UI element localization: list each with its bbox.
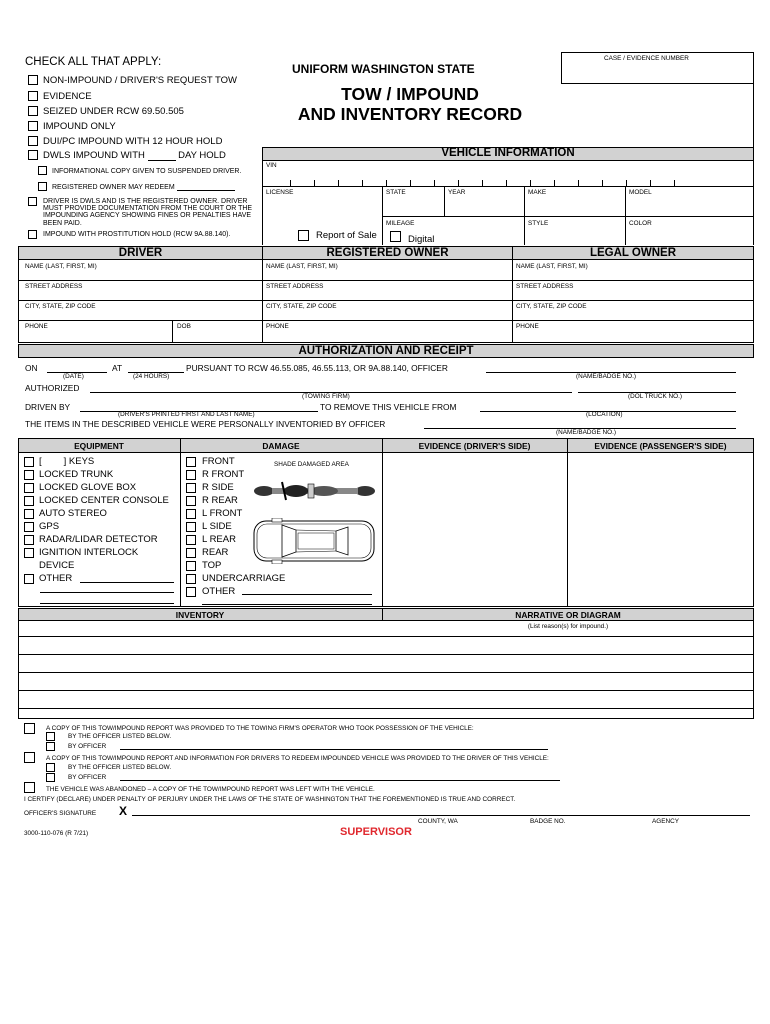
check-label: NON-IMPOUND / DRIVER'S REQUEST TOW	[43, 75, 237, 86]
checkbox-informational[interactable]	[38, 166, 47, 175]
checkbox-prostitution[interactable]	[28, 230, 37, 239]
equip-label: LOCKED TRUNK	[39, 469, 114, 480]
checkbox-dmg-r-rear[interactable]	[186, 496, 196, 506]
lo-city-label: CITY, STATE, ZIP CODE	[516, 303, 587, 310]
narrative-title: NARRATIVE OR DIAGRAM	[515, 610, 621, 620]
make-label: MAKE	[528, 189, 547, 196]
checkbox-radar[interactable]	[24, 535, 34, 545]
other-field-3[interactable]	[40, 603, 174, 604]
signature-field[interactable]	[132, 815, 750, 816]
damage-label: R SIDE	[202, 482, 234, 493]
damage-label: FRONT	[202, 456, 235, 467]
checkbox-copy-driver[interactable]	[24, 752, 35, 763]
checkbox-dmg-r-side[interactable]	[186, 483, 196, 493]
checkbox-glove-box[interactable]	[24, 483, 34, 493]
checkbox-ro-redeem[interactable]	[38, 182, 47, 191]
by-officer-listed-1: BY THE OFFICER LISTED BELOW.	[68, 733, 172, 740]
year-label: YEAR	[448, 189, 466, 196]
damage-label: L FRONT	[202, 508, 243, 519]
hours-caption: (24 HOURS)	[133, 373, 170, 380]
car-diagram-icon[interactable]	[252, 518, 378, 564]
checkbox-dmg-front[interactable]	[186, 457, 196, 467]
checkbox-dmg-l-front[interactable]	[186, 509, 196, 519]
equip-label: IGNITION INTERLOCK	[39, 547, 139, 558]
checkbox-dui[interactable]	[28, 136, 38, 146]
checkbox-digital[interactable]	[390, 231, 401, 242]
checks-title: CHECK ALL THAT APPLY:	[25, 56, 162, 68]
registered-owner-title: REGISTERED OWNER	[326, 247, 449, 259]
damage-label: R REAR	[202, 495, 238, 506]
checkbox-dmg-undercarriage[interactable]	[186, 574, 196, 584]
equipment-header: EQUIPMENT	[74, 441, 124, 451]
motorcycle-diagram-icon[interactable]	[252, 480, 378, 502]
style-label: STYLE	[528, 220, 549, 227]
driver-title: DRIVER	[118, 247, 163, 259]
days-field[interactable]	[148, 160, 176, 161]
reasons-caption: (List reason(s) for impound.)	[527, 623, 609, 630]
checkbox-impound-only[interactable]	[28, 121, 38, 131]
signature-label: OFFICER'S SIGNATURE	[24, 810, 97, 817]
damage-label: OTHER	[202, 586, 236, 597]
checkbox-report-of-sale[interactable]	[298, 230, 309, 241]
name-badge-caption-2: (NAME/BADGE NO.)	[556, 429, 617, 436]
agency-label: AGENCY	[652, 818, 679, 825]
ro-street-label: STREET ADDRESS	[266, 283, 324, 290]
damage-header: DAMAGE	[262, 441, 300, 451]
checkbox-copy2-officer[interactable]	[46, 773, 55, 782]
vehicle-title: VEHICLE INFORMATION	[441, 147, 575, 159]
form-number: 3000-110-076 (R 7/21)	[24, 830, 89, 837]
color-label: COLOR	[629, 220, 652, 227]
supervisor-label: SUPERVISOR	[340, 826, 412, 838]
at-label: AT	[112, 363, 123, 373]
checkbox-dmg-rear[interactable]	[186, 548, 196, 558]
signature-x: X	[119, 804, 128, 818]
on-label: ON	[25, 363, 38, 373]
driver-phone-label: PHONE	[25, 323, 48, 330]
checkbox-evidence[interactable]	[28, 91, 38, 101]
by-officer-2: BY OFFICER	[68, 774, 107, 781]
name-badge-caption: (NAME/BADGE NO.)	[576, 373, 637, 380]
form-title-2: AND INVENTORY RECORD	[297, 104, 523, 124]
sub-label: IMPOUND WITH PROSTITUTION HOLD (RCW 9A.88.140).	[43, 231, 231, 238]
evidence-passenger-header: EVIDENCE (PASSENGER'S SIDE)	[594, 441, 727, 451]
checkbox-keys[interactable]	[24, 457, 34, 467]
equip-label: RADAR/LIDAR DETECTOR	[39, 534, 158, 545]
checkbox-copy1-officer[interactable]	[46, 742, 55, 751]
copy2-label: A COPY OF THIS TOW/IMPOUND REPORT AND INFORMATION FOR DRIVERS TO REDEEM IMPOUNDED VEHICLE WAS PROVIDED TO THE DRIVER OF THIS VEHICLE:	[46, 755, 549, 762]
form-title-1: TOW / IMPOUND	[341, 84, 479, 104]
date-caption: (DATE)	[63, 373, 84, 380]
auth-title: AUTHORIZATION AND RECEIPT	[298, 345, 474, 357]
checkbox-dmg-r-front[interactable]	[186, 470, 196, 480]
checkbox-non-impound[interactable]	[28, 75, 38, 85]
dmg-other-field-2[interactable]	[202, 604, 372, 605]
report-of-sale-label: Report of Sale	[316, 230, 377, 241]
checkbox-dmg-l-side[interactable]	[186, 522, 196, 532]
case-label: CASE / EVIDENCE NUMBER	[604, 55, 689, 62]
other-field-1[interactable]	[80, 582, 174, 583]
keys-label: [ ] KEYS	[39, 456, 95, 467]
checkbox-gps[interactable]	[24, 522, 34, 532]
by-officer-listed-2: BY THE OFFICER LISTED BELOW.	[68, 764, 172, 771]
authorized-label: AUTHORIZED	[25, 383, 80, 393]
checkbox-dmg-top[interactable]	[186, 561, 196, 571]
lo-street-label: STREET ADDRESS	[516, 283, 574, 290]
lo-phone-label: PHONE	[516, 323, 539, 330]
ro-redeem-field[interactable]	[177, 190, 235, 191]
check-label-dwls: DWLS IMPOUND WITH DAY HOLD	[43, 150, 226, 161]
location-caption: (LOCATION)	[586, 411, 623, 418]
ro-name-label: NAME (LAST, FIRST, MI)	[266, 263, 338, 270]
equip-label: GPS	[39, 521, 60, 532]
damage-label: R FRONT	[202, 469, 245, 480]
equip-label: OTHER	[39, 573, 73, 584]
driver-name-label: NAME (LAST, FIRST, MI)	[25, 263, 97, 270]
sub-label: INFORMATIONAL COPY GIVEN TO SUSPENDED DRIVER.	[52, 168, 242, 175]
checkbox-copy1-listed[interactable]	[46, 732, 55, 741]
checkbox-ignition-interlock[interactable]	[24, 548, 34, 558]
checkbox-other[interactable]	[24, 574, 34, 584]
checkbox-seized[interactable]	[28, 106, 38, 116]
checkbox-copy-towing[interactable]	[24, 723, 35, 734]
by-officer-field-2[interactable]	[120, 780, 560, 781]
by-officer-field-1[interactable]	[120, 749, 548, 750]
state-title: UNIFORM WASHINGTON STATE	[292, 62, 475, 76]
drivers-name-caption: (DRIVER'S PRINTED FIRST AND LAST NAME)	[118, 411, 255, 418]
damage-label: TOP	[202, 560, 222, 571]
ro-city-label: CITY, STATE, ZIP CODE	[266, 303, 337, 310]
equip-label: DEVICE	[39, 560, 75, 571]
damage-label: L REAR	[202, 534, 236, 545]
driven-by-label: DRIVEN BY	[25, 402, 71, 412]
other-field-2[interactable]	[40, 592, 174, 593]
state-label: STATE	[386, 189, 406, 196]
evidence-driver-header: EVIDENCE (DRIVER'S SIDE)	[418, 441, 531, 451]
checkbox-copy2-listed[interactable]	[46, 763, 55, 772]
model-label: MODEL	[629, 189, 652, 196]
damage-label: UNDERCARRIAGE	[202, 573, 286, 584]
checkbox-dmg-l-rear[interactable]	[186, 535, 196, 545]
driver-city-label: CITY, STATE, ZIP CODE	[25, 303, 96, 310]
checkbox-auto-stereo[interactable]	[24, 509, 34, 519]
certify-label: I CERTIFY (DECLARE) UNDER PENALTY OF PERJURY UNDER THE LAWS OF THE STATE OF WASHINGTON THAT THE FOREMENTIONED IS TRUE AND CORRECT.	[24, 796, 516, 803]
towing-caption: (TOWING FIRM)	[302, 393, 350, 400]
badge-label: BADGE NO.	[530, 818, 566, 825]
pursuant-label: PURSUANT TO RCW 46.55.085, 46.55.113, OR 9A.88.140, OFFICER	[186, 363, 448, 373]
legal-owner-title: LEGAL OWNER	[589, 247, 677, 259]
digital-label: Digital	[408, 234, 435, 245]
remove-label: TO REMOVE THIS VEHICLE FROM	[320, 402, 457, 412]
copy1-label: A COPY OF THIS TOW/IMPOUND REPORT WAS PROVIDED TO THE TOWING FIRM'S OPERATOR WHO TOOK POSSESSION OF THE VEHICLE:	[46, 725, 474, 732]
checkbox-abandoned[interactable]	[24, 782, 35, 793]
by-officer-1: BY OFFICER	[68, 743, 107, 750]
checkbox-dwls[interactable]	[28, 150, 38, 160]
checkbox-center-console[interactable]	[24, 496, 34, 506]
equip-label: AUTO STEREO	[39, 508, 107, 519]
ro-phone-label: PHONE	[266, 323, 289, 330]
dmg-other-field-1[interactable]	[242, 594, 372, 595]
equip-label: LOCKED CENTER CONSOLE	[39, 495, 169, 506]
shade-label: SHADE DAMAGED AREA	[274, 461, 349, 468]
county-label: COUNTY, WA	[418, 818, 458, 825]
abandoned-label: THE VEHICLE WAS ABANDONED – A COPY OF THE TOW/IMPOUND REPORT WAS LEFT WITH THE VEHICLE.	[46, 786, 375, 793]
dol-caption: (DOL TRUCK NO.)	[628, 393, 682, 400]
inventory-title: INVENTORY	[175, 610, 225, 620]
damage-label: L SIDE	[202, 521, 232, 532]
checkbox-locked-trunk[interactable]	[24, 470, 34, 480]
equip-label: LOCKED GLOVE BOX	[39, 482, 137, 493]
check-label: DUI/PC IMPOUND WITH 12 HOUR HOLD	[43, 136, 223, 147]
driver-street-label: STREET ADDRESS	[25, 283, 83, 290]
damage-label: REAR	[202, 547, 229, 558]
sub-label-dwls-owner: DRIVER IS DWLS AND IS THE REGISTERED OWNER. DRIVER MUST PROVIDE DOCUMENTATION FROM THE COURT OR THE IMPOUNDING AGENCY SHOWING FINES OR PENALTIES HAVE BEEN PAID.	[43, 198, 253, 227]
check-label: EVIDENCE	[43, 91, 92, 102]
inventoried-label: THE ITEMS IN THE DESCRIBED VEHICLE WERE PERSONALLY INVENTORIED BY OFFICER	[25, 419, 386, 429]
check-label: SEIZED UNDER RCW 69.50.505	[43, 106, 184, 117]
sub-label: REGISTERED OWNER MAY REDEEM	[52, 184, 235, 191]
license-label: LICENSE	[266, 189, 294, 196]
mileage-label: MILEAGE	[386, 220, 415, 227]
driver-dob-label: DOB	[177, 323, 191, 330]
checkbox-dmg-other[interactable]	[186, 587, 196, 597]
vin-label: VIN	[266, 162, 277, 169]
lo-name-label: NAME (LAST, FIRST, MI)	[516, 263, 588, 270]
checkbox-dwls-owner[interactable]	[28, 197, 37, 206]
check-label: IMPOUND ONLY	[43, 121, 116, 132]
